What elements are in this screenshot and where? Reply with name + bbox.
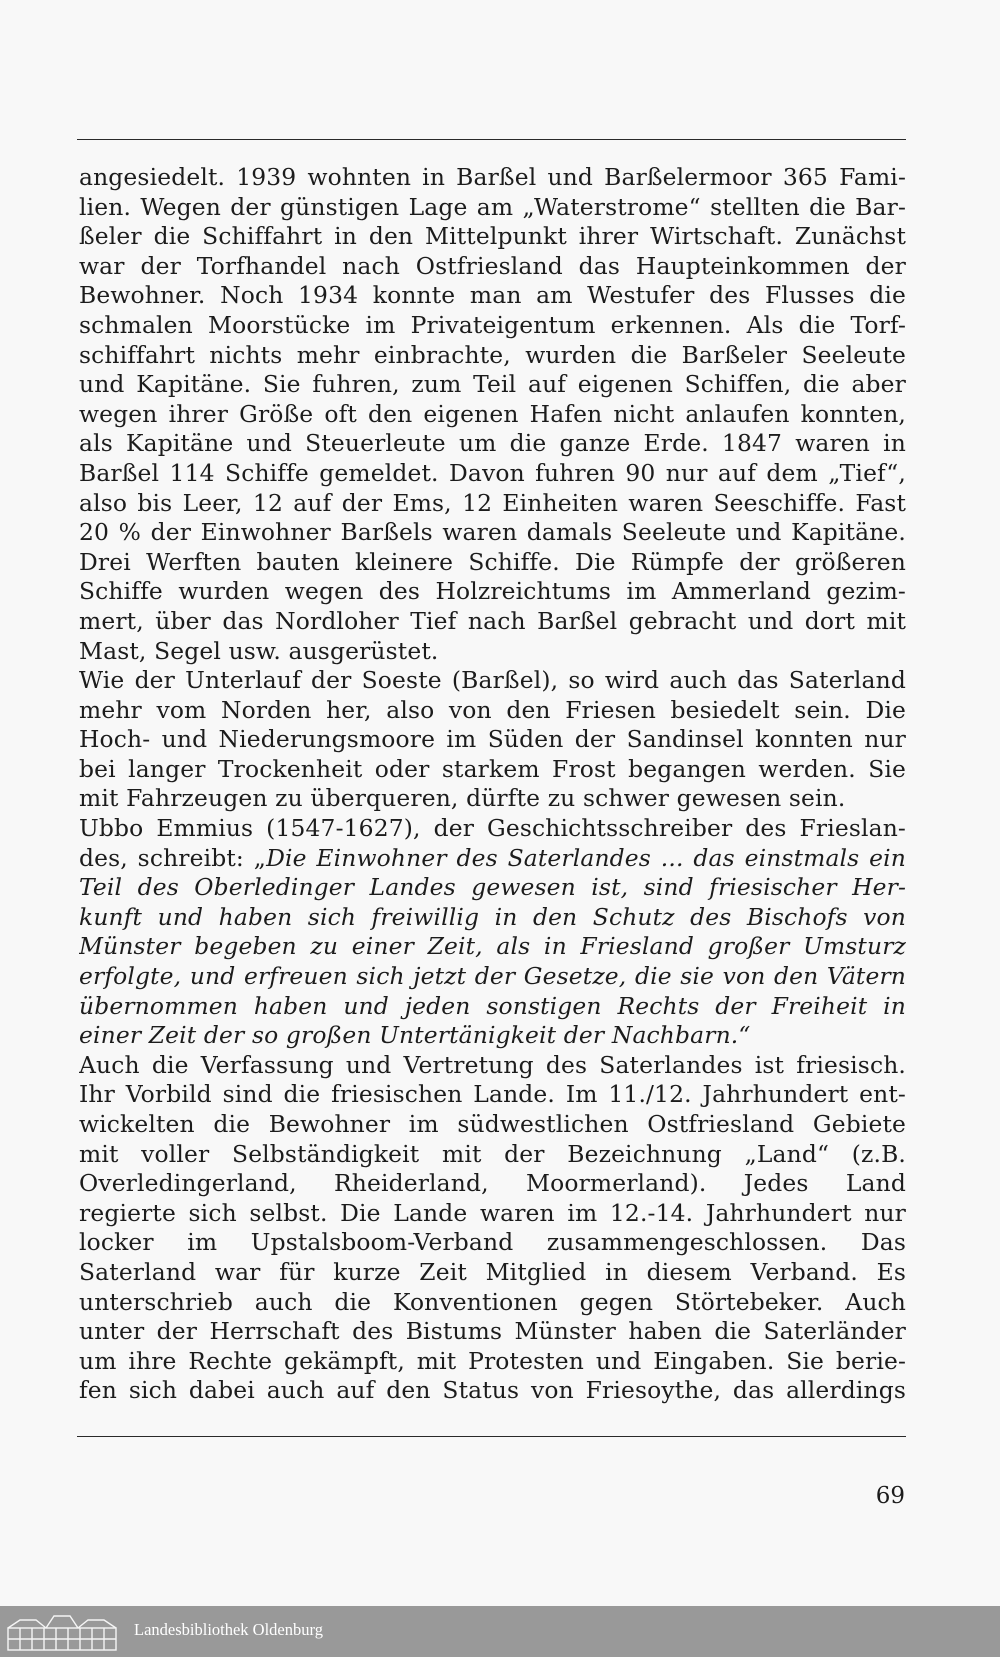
text-line: mit voller Selbständigkeit mit der Bezeichnung „Land“ (z.B. xyxy=(79,1139,906,1168)
text-line: erfolgte, und erfreuen sich jetzt der Gesetze, die sie von den Vätern xyxy=(79,962,906,991)
text-line: Barßel 114 Schiffe gemeldet. Davon fuhren 90 nur auf dem „Tief“, xyxy=(79,458,906,487)
text-line: lien. Wegen der günstigen Lage am „Waterstrome“ stellten die Bar- xyxy=(79,192,906,221)
text-line: fen sich dabei auch auf den Status von Friesoythe, das allerdings xyxy=(79,1376,906,1405)
body-text xyxy=(79,163,906,1406)
text-line: locker im Upstalsboom-Verband zusammengeschlossen. Das xyxy=(79,1228,906,1257)
text-line: bei langer Trockenheit oder starkem Frost begangen werden. Sie xyxy=(79,754,906,783)
text-line: Hoch- und Niederungsmoore im Süden der Sandinsel konnten nur xyxy=(79,725,906,754)
page-number: 69 xyxy=(875,1483,905,1509)
text-line: Drei Werften bauten kleinere Schiffe. Die Rümpfe der größeren xyxy=(79,547,906,576)
text-line: schiffahrt nichts mehr einbrachte, wurden die Barßeler Seeleute xyxy=(79,340,906,369)
text-line: Bewohner. Noch 1934 konnte man am Westufer des Flusses die xyxy=(79,281,906,310)
text-line: einer Zeit der so großen Untertänigkeit der Nachbarn.“ xyxy=(79,1021,751,1050)
text-line: regierte sich selbst. Die Lande waren im 12.-14. Jahrhundert nur xyxy=(79,1198,906,1227)
text-line: schmalen Moorstücke im Privateigentum erkennen. Als die Torf- xyxy=(79,310,906,339)
footer-bar xyxy=(0,1606,1000,1657)
text-line: kunft und haben sich freiwillig in den Schutz des Bischofs von xyxy=(79,902,906,931)
text-line: Teil des Oberledinger Landes gewesen ist, sind friesischer Her- xyxy=(79,873,906,902)
text-line: Saterland war für kurze Zeit Mitglied in diesem Verband. Es xyxy=(79,1257,906,1286)
text-line: um ihre Rechte gekämpft, mit Protesten und Eingaben. Sie berie- xyxy=(79,1346,906,1375)
text-line: übernommen haben und jeden sonstigen Rechts der Freiheit in xyxy=(79,991,906,1020)
text-line: Ihr Vorbild sind die friesischen Lande. Im 11./12. Jahrhundert ent- xyxy=(79,1080,906,1109)
text-line: unterschrieb auch die Konventionen gegen Störtebeker. Auch xyxy=(79,1287,906,1316)
text-line: Schiffe wurden wegen des Holzreichtums im Ammerland gezim- xyxy=(79,577,906,606)
text-line: wickelten die Bewohner im südwestlichen Ostfriesland Gebiete xyxy=(79,1110,906,1138)
text-line: war der Torfhandel nach Ostfriesland das Haupteinkommen der xyxy=(79,251,906,280)
text-line: mit Fahrzeugen zu überqueren, dürfte zu schwer gewesen sein. xyxy=(79,784,846,813)
text-line: Mast, Segel usw. ausgerüstet. xyxy=(79,636,439,665)
text-line: Overledingerland, Rheiderland, Moormerland). Jedes Land xyxy=(79,1169,906,1198)
text-line: Wie der Unterlauf der Soeste (Barßel), so wird auch das Saterland xyxy=(79,666,906,695)
text-line: Ubbo Emmius (1547-1627), der Geschichtsschreiber des Frieslan- xyxy=(79,814,906,843)
text-line: wegen ihrer Größe oft den eigenen Hafen nicht anlaufen konnten, xyxy=(79,399,906,428)
text-line: Auch die Verfassung und Vertretung des Saterlandes ist friesisch. xyxy=(79,1050,906,1079)
top-rule xyxy=(77,139,906,140)
text-line: unter der Herrschaft des Bistums Münster haben die Saterländer xyxy=(79,1317,906,1346)
text-line: mert, über das Nordloher Tief nach Barßel gebracht und dort mit xyxy=(79,606,906,635)
text-line: also bis Leer, 12 auf der Ems, 12 Einheiten waren Seeschiffe. Fast xyxy=(79,488,906,517)
text-line: mehr vom Norden her, also von den Friesen besiedelt sein. Die xyxy=(79,695,906,724)
text-line: als Kapitäne und Steuerleute um die ganze Erde. 1847 waren in xyxy=(79,429,906,458)
text-line: des, schreibt: „Die Einwohner des Saterlandes ... das einstmals ein xyxy=(79,843,906,872)
library-building-icon xyxy=(6,1612,118,1652)
text-line: angesiedelt. 1939 wohnten in Barßel und Barßelermoor 365 Fami- xyxy=(79,163,906,191)
text-line: ßeler die Schiffahrt in den Mittelpunkt ihrer Wirtschaft. Zunächst xyxy=(79,222,906,251)
library-name: Landesbibliothek Oldenburg xyxy=(134,1620,323,1639)
text-line: Münster begeben zu einer Zeit, als in Friesland großer Umsturz xyxy=(79,932,906,961)
text-line: 20 % der Einwohner Barßels waren damals Seeleute und Kapitäne. xyxy=(79,518,906,547)
text-line: und Kapitäne. Sie fuhren, zum Teil auf eigenen Schiffen, die aber xyxy=(79,370,906,399)
bottom-rule xyxy=(77,1436,906,1437)
